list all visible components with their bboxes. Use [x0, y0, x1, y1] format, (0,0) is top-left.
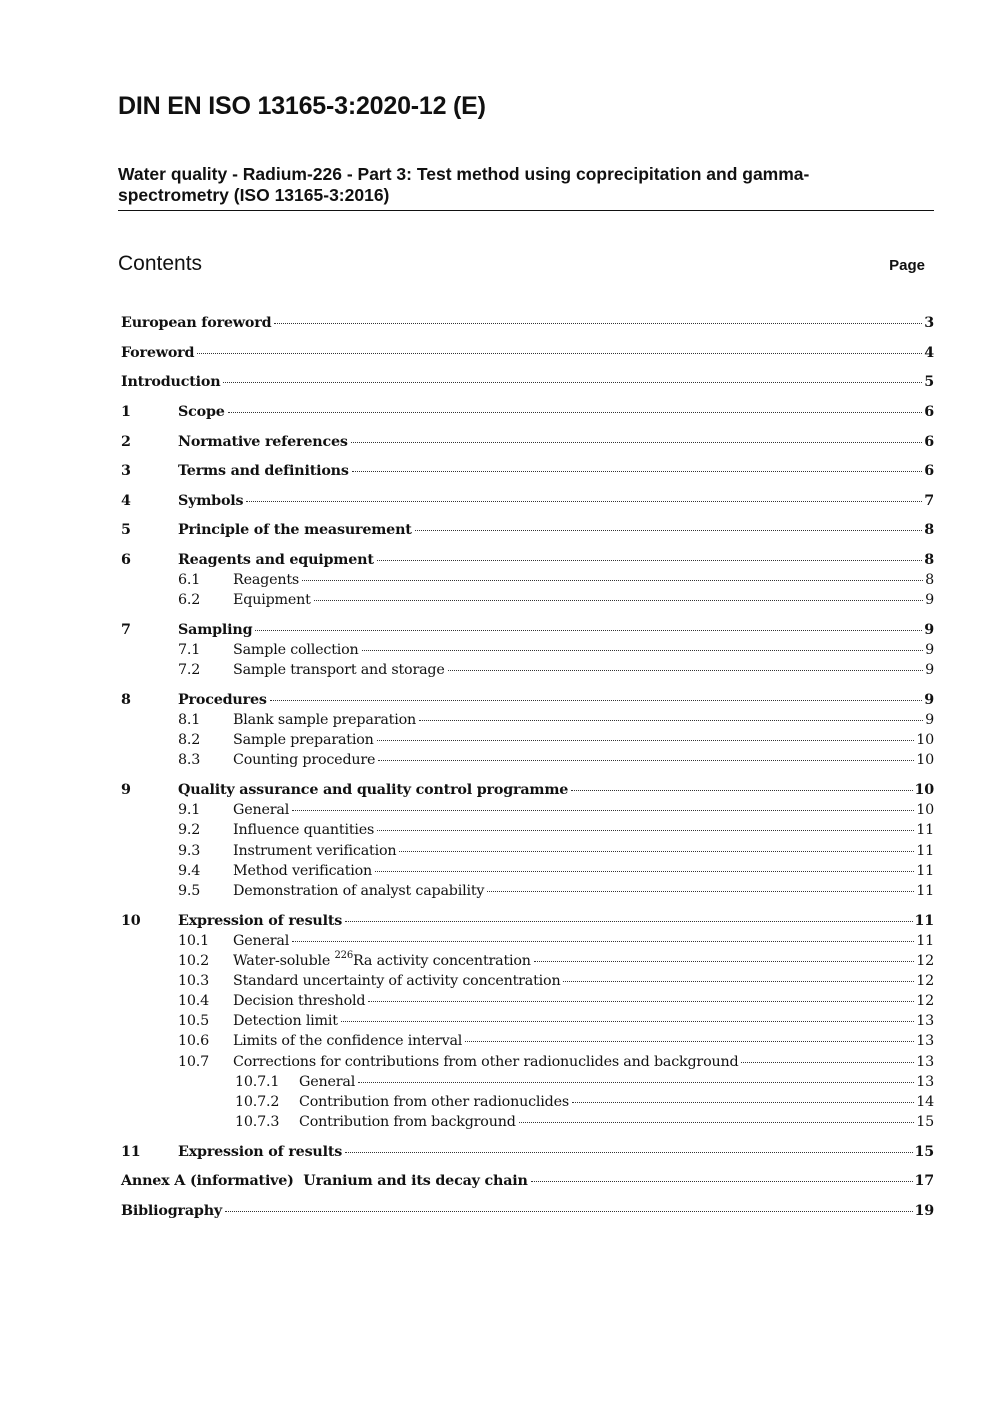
dot-leader	[341, 1020, 914, 1022]
toc-entry-number: 8.1	[178, 712, 201, 728]
dot-leader	[255, 629, 922, 631]
dot-leader	[741, 1061, 914, 1063]
toc-entry-number: 9.4	[178, 863, 201, 879]
toc-entry-page: 9	[925, 592, 934, 608]
dot-leader	[292, 809, 914, 811]
toc-entry-title: General	[233, 802, 290, 818]
dot-leader	[223, 381, 922, 383]
toc-entry-7-1[interactable]	[121, 642, 934, 662]
toc-entry-page: 11	[916, 863, 934, 879]
toc-entry-title	[233, 950, 531, 969]
toc-entry-number: 7	[121, 622, 131, 638]
toc-entry-10-3[interactable]	[121, 973, 934, 993]
toc-entry-4[interactable]	[121, 493, 934, 513]
toc-entry-page: 4	[924, 345, 934, 361]
toc-entry-9-3[interactable]	[121, 843, 934, 863]
toc-entry-page: 6	[924, 404, 934, 420]
toc-entry-7-2[interactable]	[121, 662, 934, 682]
toc-entry-title: Corrections for contributions from other radionuclides and background	[233, 1054, 739, 1070]
toc-entry-title: Blank sample preparation	[233, 712, 416, 728]
toc-entry-page: 5	[924, 374, 934, 390]
dot-leader	[448, 669, 923, 671]
dot-leader	[465, 1040, 914, 1042]
dot-leader	[487, 890, 914, 892]
toc-entry-number: 8	[121, 692, 131, 708]
toc-entry-page: 9	[925, 712, 934, 728]
toc-entry-number: 7.2	[178, 662, 201, 678]
toc-entry-7[interactable]	[121, 622, 934, 642]
contents-heading: Contents	[118, 252, 203, 275]
dot-leader	[270, 699, 923, 701]
toc-entry-number: 6.2	[178, 592, 201, 608]
toc-entry-number: 10.2	[178, 953, 210, 969]
toc-entry-title: General	[233, 933, 290, 949]
toc-entry-page: 6	[924, 434, 934, 450]
toc-entry-title: Sampling	[178, 622, 253, 638]
toc-entry-page: 8	[924, 522, 934, 538]
dot-leader	[534, 960, 914, 962]
toc-entry-number: 4	[121, 493, 131, 509]
toc-entry-title: Reagents	[233, 572, 300, 588]
dot-leader	[571, 789, 912, 791]
toc-entry-title: Sample collection	[233, 642, 359, 658]
toc-entry-page: 13	[916, 1054, 934, 1070]
toc-entry-10[interactable]	[121, 913, 934, 933]
toc-entry-number: 10.7.1	[235, 1074, 280, 1090]
dot-leader	[368, 1000, 914, 1002]
dot-leader	[563, 980, 914, 982]
toc-entry-number: 6	[121, 552, 131, 568]
toc-entry-page: 13	[916, 1074, 934, 1090]
toc-entry-number: 10.7.3	[235, 1114, 280, 1130]
dot-leader	[531, 1180, 913, 1182]
dot-leader	[302, 579, 923, 581]
dot-leader	[362, 649, 924, 651]
toc-entry-title: Equipment	[233, 592, 311, 608]
dot-leader	[197, 352, 922, 354]
toc-entry-title: Normative references	[178, 434, 348, 450]
toc-entry-page: 11	[916, 883, 934, 899]
toc-entry-title: Introduction	[121, 374, 221, 390]
dot-leader	[225, 1210, 912, 1212]
toc-entry-8-3[interactable]	[121, 752, 934, 772]
toc-entry-title: Counting procedure	[233, 752, 376, 768]
title-divider	[118, 210, 934, 211]
dot-leader	[345, 1151, 912, 1153]
toc-entry-introduction[interactable]	[121, 374, 934, 394]
dot-leader	[292, 940, 914, 942]
toc-entry-number: 7.1	[178, 642, 201, 658]
toc-entry-page: 9	[925, 642, 934, 658]
toc-entry-9-1[interactable]	[121, 802, 934, 822]
toc-entry-number: 10.3	[178, 973, 210, 989]
toc-entry-number: 9.3	[178, 843, 201, 859]
title-suffix: Ra activity concentration	[353, 953, 531, 969]
toc-entry-title: Terms and definitions	[178, 463, 349, 479]
toc-entry-title: Influence quantities	[233, 822, 375, 838]
dot-leader	[314, 599, 923, 601]
toc-entry-page: 8	[924, 552, 934, 568]
toc-entry-title: Detection limit	[233, 1013, 338, 1029]
toc-entry-1[interactable]	[121, 404, 934, 424]
toc-entry-european-foreword[interactable]	[121, 315, 934, 335]
toc-entry-page: 11	[916, 843, 934, 859]
toc-entry-page: 9	[924, 692, 934, 708]
toc-entry-9-4[interactable]	[121, 863, 934, 883]
toc-entry-number: 10.4	[178, 993, 210, 1009]
toc-entry-10-7-1[interactable]	[121, 1074, 934, 1094]
toc-entry-number: 10.7	[178, 1054, 210, 1070]
toc-entry-3[interactable]	[121, 463, 934, 483]
toc-entry-page: 14	[916, 1094, 934, 1110]
dot-leader	[399, 850, 914, 852]
dot-leader	[419, 719, 923, 721]
toc-entry-number: 1	[121, 404, 131, 420]
toc-entry-page: 19	[914, 1203, 934, 1219]
toc-entry-title: Method verification	[233, 863, 373, 879]
toc-entry-title: General	[299, 1074, 356, 1090]
toc-entry-title: Expression of results	[178, 913, 343, 929]
dot-leader	[519, 1121, 915, 1123]
toc-entry-page: 15	[914, 1144, 934, 1160]
toc-entry-number: 3	[121, 463, 131, 479]
dot-leader	[378, 759, 914, 761]
toc-entry-page: 11	[916, 822, 934, 838]
toc-entry-6[interactable]	[121, 552, 934, 572]
dot-leader	[572, 1101, 914, 1103]
toc-entry-number: 9.5	[178, 883, 201, 899]
toc-entry-11[interactable]	[121, 1144, 934, 1164]
toc-entry-10-6[interactable]	[121, 1033, 934, 1053]
toc-entry-title: Contribution from other radionuclides	[299, 1094, 569, 1110]
toc-entry-title: Decision threshold	[233, 993, 366, 1009]
document-subtitle: Water quality - Radium-226 - Part 3: Test method using coprecipitation and gamma-spectrometry (ISO 13165-3:2016)	[118, 164, 810, 205]
dot-leader	[377, 829, 914, 831]
toc-entry-page: 8	[925, 572, 934, 588]
toc-entry-9[interactable]	[121, 782, 934, 802]
toc-entry-title: Scope	[178, 404, 225, 420]
toc-entry-title: Symbols	[178, 493, 244, 509]
dot-leader	[375, 870, 914, 872]
toc-entry-page: 13	[916, 1013, 934, 1029]
toc-entry-page: 3	[924, 315, 934, 331]
toc-entry-number: 10.6	[178, 1033, 210, 1049]
toc-entry-2[interactable]	[121, 434, 934, 454]
toc-entry-number: 8.2	[178, 732, 201, 748]
toc-entry-title: Instrument verification	[233, 843, 397, 859]
toc-entry-page: 10	[916, 732, 934, 748]
toc-entry-page: 6	[924, 463, 934, 479]
toc-entry-bibliography[interactable]	[121, 1203, 934, 1223]
toc-entry-8-2[interactable]	[121, 732, 934, 752]
toc-entry-number: 5	[121, 522, 131, 538]
dot-leader	[351, 441, 923, 443]
dot-leader	[352, 470, 923, 472]
title-prefix: Water-soluble	[233, 953, 335, 969]
toc-entry-title: Principle of the measurement	[178, 522, 412, 538]
toc-entry-5[interactable]	[121, 522, 934, 542]
toc-entry-6-1[interactable]	[121, 572, 934, 592]
toc-entry-page: 13	[916, 1033, 934, 1049]
toc-entry-title: Procedures	[178, 692, 267, 708]
toc-entry-number: 9	[121, 782, 131, 798]
toc-entry-8-1[interactable]	[121, 712, 934, 732]
document-title: DIN EN ISO 13165-3:2020-12 (E)	[118, 92, 486, 120]
toc-entry-title: Contribution from background	[299, 1114, 516, 1130]
toc-entry-page: 9	[925, 662, 934, 678]
toc-entry-9-2[interactable]	[121, 822, 934, 842]
toc-entry-number: 8.3	[178, 752, 201, 768]
toc-entry-number: 2	[121, 434, 131, 450]
dot-leader	[345, 920, 912, 922]
toc-entry-10-5[interactable]	[121, 1013, 934, 1033]
toc-entry-page: 9	[924, 622, 934, 638]
toc-entry-10-1[interactable]	[121, 933, 934, 953]
toc-entry-page: 11	[914, 913, 934, 929]
toc-entry-10-4[interactable]	[121, 993, 934, 1013]
toc-entry-title: Reagents and equipment	[178, 552, 374, 568]
toc-entry-title: Bibliography	[121, 1203, 223, 1219]
toc-entry-page: 11	[916, 933, 934, 949]
toc-entry-title: Sample transport and storage	[233, 662, 445, 678]
toc-entry-title: Sample preparation	[233, 732, 374, 748]
dot-leader	[228, 411, 923, 413]
toc-entry-title: Foreword	[121, 345, 195, 361]
toc-entry-page: 12	[916, 993, 934, 1009]
toc-entry-number: 6.1	[178, 572, 201, 588]
toc-entry-annex-a[interactable]	[121, 1173, 934, 1193]
toc-entry-title: Annex A (informative) Uranium and its decay chain	[121, 1173, 528, 1189]
toc-entry-10-7-2[interactable]	[121, 1094, 934, 1114]
toc-entry-10-7-3[interactable]	[121, 1114, 934, 1134]
toc-entry-page: 7	[924, 493, 934, 509]
toc-entry-9-5[interactable]	[121, 883, 934, 903]
toc-entry-page: 10	[916, 752, 934, 768]
isotope-mass-number: 226	[334, 950, 354, 962]
toc-entry-title: Expression of results	[178, 1144, 343, 1160]
toc-entry-title: European foreword	[121, 315, 272, 331]
toc-entry-number: 10.7.2	[235, 1094, 280, 1110]
toc-entry-page: 10	[914, 782, 934, 798]
toc-entry-title: Quality assurance and quality control programme	[178, 782, 569, 798]
toc-entry-6-2[interactable]	[121, 592, 934, 612]
toc-entry-number: 9.2	[178, 822, 201, 838]
toc-entry-title: Demonstration of analyst capability	[233, 883, 485, 899]
toc-entry-8[interactable]	[121, 692, 934, 712]
toc-entry-page: 12	[916, 973, 934, 989]
dot-leader	[377, 739, 915, 741]
toc-entry-number: 11	[121, 1144, 141, 1160]
dot-leader	[377, 559, 923, 561]
dot-leader	[246, 500, 922, 502]
toc-entry-page: 12	[916, 953, 934, 969]
toc-entry-10-7[interactable]	[121, 1054, 934, 1074]
toc-entry-number: 10.1	[178, 933, 210, 949]
toc-entry-number: 10	[121, 913, 141, 929]
toc-entry-page: 10	[916, 802, 934, 818]
dot-leader	[358, 1081, 914, 1083]
toc-entry-page: 15	[916, 1114, 934, 1130]
dot-leader	[274, 322, 922, 324]
toc-entry-page: 17	[914, 1173, 934, 1189]
page-column-heading: Page	[889, 257, 925, 274]
toc-entry-foreword[interactable]	[121, 345, 934, 365]
dot-leader	[415, 529, 923, 531]
toc-entry-number: 9.1	[178, 802, 201, 818]
toc-entry-title: Limits of the confidence interval	[233, 1033, 463, 1049]
toc-entry-number: 10.5	[178, 1013, 210, 1029]
toc-entry-title: Standard uncertainty of activity concentration	[233, 973, 561, 989]
toc-entry-10-2[interactable]	[121, 950, 934, 973]
